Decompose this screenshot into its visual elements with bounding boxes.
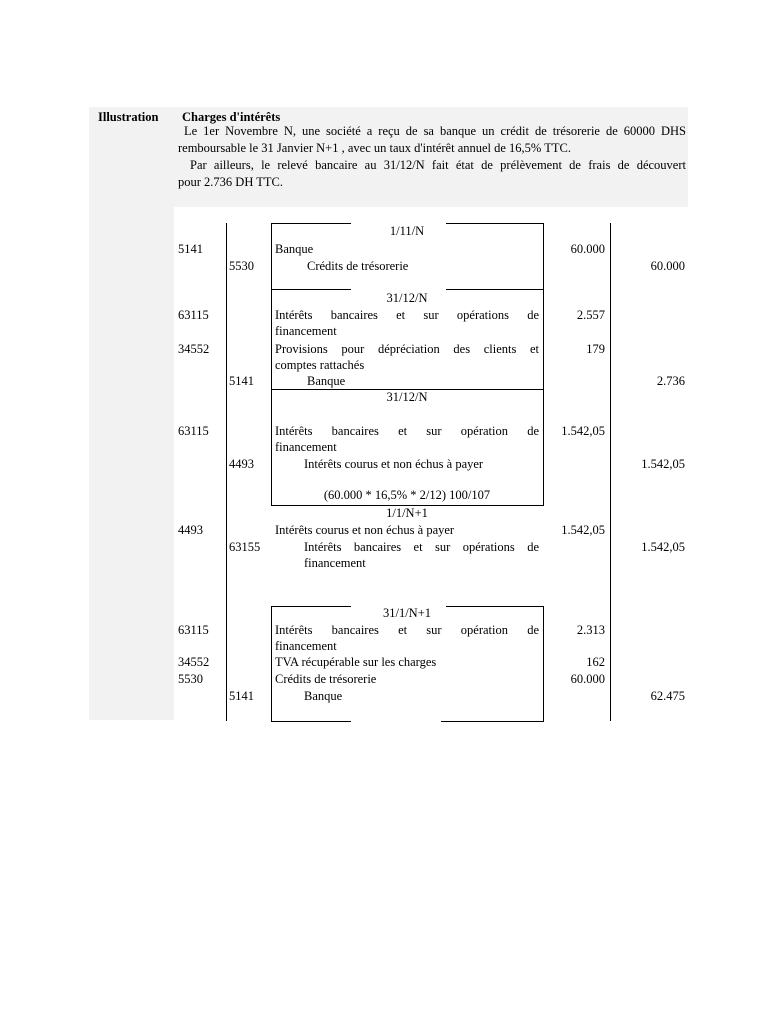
statement-paragraph-2 — [178, 157, 686, 190]
column-divider-label-right-2 — [543, 389, 544, 505]
entry-label: Intérêts bancaires et sur opérations de — [275, 308, 539, 322]
debit-amount: 162 — [586, 655, 605, 669]
debit-amount: 60.000 — [570, 672, 605, 686]
debit-account: 4493 — [178, 523, 203, 537]
entry-label: Intérêts courus et non échus à payer — [275, 523, 455, 537]
debit-amount: 1.542,05 — [561, 424, 605, 438]
paragraph-2-line-1: Par ailleurs, le relevé bancaire au 31/12/N fait état de prélèvement de frais de découvert — [190, 158, 686, 172]
paragraph-1-line-2: remboursable le 31 Janvier N+1 , avec un taux d'intérêt annuel de 16,5% TTC. — [178, 140, 571, 155]
date-rule — [271, 289, 351, 290]
illustration-label-column — [89, 107, 174, 720]
debit-account: 5141 — [178, 242, 203, 256]
debit-account: 34552 — [178, 342, 210, 356]
column-divider-label-right-1 — [543, 223, 544, 389]
entry-label: Intérêts bancaires et sur opération de — [275, 623, 539, 637]
debit-account: 63115 — [178, 424, 209, 438]
entry-date: 31/1/N+1 — [382, 606, 432, 620]
credit-account: 5530 — [229, 259, 254, 273]
debit-account: 34552 — [178, 655, 210, 669]
date-rule — [441, 721, 544, 722]
entry-label: Crédits de trésorerie — [275, 672, 377, 686]
debit-amount: 60.000 — [570, 242, 605, 256]
debit-amount: 1.542,05 — [561, 523, 605, 537]
entry-label: Intérêts bancaires et sur opération de — [275, 424, 539, 438]
entry-label: Banque — [275, 242, 314, 256]
column-divider-label-right-3 — [543, 606, 544, 722]
credit-amount: 62.475 — [650, 689, 685, 703]
credit-amount: 2.736 — [656, 374, 685, 388]
entry-label: Banque — [307, 374, 346, 388]
entry-label-continued: financement — [275, 324, 337, 338]
paragraph-1-line-1: Le 1er Novembre N, une société a reçu de sa banque un crédit de trésorerie de 60000 DHS — [184, 124, 686, 138]
entry-label: Intérêts courus et non échus à payer — [304, 457, 484, 471]
column-divider-amounts — [610, 223, 611, 721]
credit-account: 5141 — [229, 689, 254, 703]
debit-amount: 2.313 — [576, 623, 605, 637]
entry-label-continued: financement — [304, 556, 366, 570]
credit-account: 63155 — [229, 540, 261, 554]
entry-date: 31/12/N — [386, 291, 428, 305]
column-divider-label-left-3 — [271, 606, 272, 722]
credit-account: 4493 — [229, 457, 254, 471]
entry-label: Intérêts bancaires et sur opérations de — [304, 540, 539, 554]
entry-label-continued: financement — [275, 440, 337, 454]
entry-label: Banque — [304, 689, 343, 703]
statement-paragraph-1 — [178, 123, 686, 156]
interest-formula: (60.000 * 16,5% * 2/12) 100/107 — [323, 488, 491, 502]
debit-account: 5530 — [178, 672, 203, 686]
column-divider-label-left-1 — [271, 223, 272, 389]
date-rule — [271, 721, 351, 722]
entry-date: 1/1/N+1 — [386, 506, 428, 520]
debit-amount: 179 — [586, 342, 605, 356]
entry-label: TVA récupérable sur les charges — [275, 655, 437, 669]
entry-label: Provisions pour dépréciation des clients et — [275, 342, 539, 356]
credit-account: 5141 — [229, 374, 254, 388]
entry-label-continued: comptes rattachés — [275, 358, 365, 372]
debit-account: 63115 — [178, 623, 209, 637]
credit-amount: 1.542,05 — [641, 457, 685, 471]
debit-account: 63115 — [178, 308, 209, 322]
entry-label: Crédits de trésorerie — [307, 259, 409, 273]
illustration-label: Illustration — [98, 110, 159, 124]
column-divider-debit-credit-accounts — [226, 223, 227, 721]
date-rule — [446, 289, 544, 290]
credit-amount: 1.542,05 — [641, 540, 685, 554]
section-title: Charges d'intérêts — [182, 110, 281, 124]
paragraph-2-line-2: pour 2.736 DH TTC. — [178, 174, 283, 189]
entry-date: 1/11/N — [389, 224, 425, 238]
debit-amount: 2.557 — [576, 308, 605, 322]
credit-amount: 60.000 — [650, 259, 685, 273]
entry-date: 31/12/N — [386, 390, 428, 404]
entry-label-continued: financement — [275, 639, 337, 653]
